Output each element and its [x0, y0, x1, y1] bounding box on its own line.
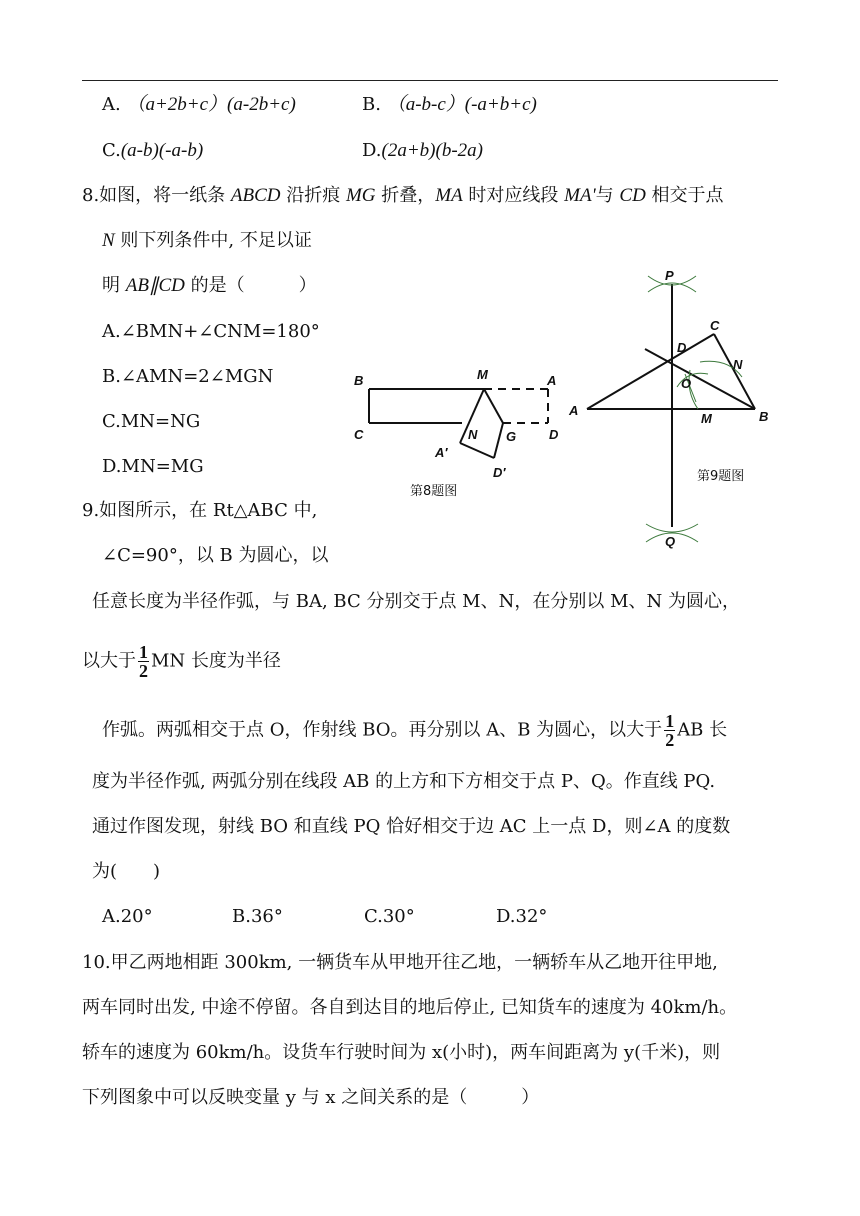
q7-option-b: B. （a-b-c）(-a+b+c): [362, 94, 537, 115]
q9-stem-line1: 9.如图所示，在 Rt△ABC 中,: [82, 500, 318, 521]
fig9-label-b: B: [759, 409, 769, 424]
top-rule: [82, 80, 778, 81]
q8-option-c: C.MN=NG: [102, 411, 201, 432]
fig9-label-q: Q: [665, 534, 676, 549]
q9-stem-line8: 为( ): [92, 861, 161, 882]
q8-option-d: D.MN=MG: [102, 456, 204, 477]
q10-stem-line4: 下列图象中可以反映变量 y 与 x 之间关系的是（ ）: [82, 1087, 540, 1108]
q7-option-a: A. （a+2b+c）(a-2b+c): [102, 94, 296, 115]
fig8-label-m: M: [477, 367, 488, 382]
q9-stem-line2: ∠C=90°，以 B 为圆心，以: [102, 545, 329, 566]
fig9-label-p: P: [665, 268, 674, 283]
q9-stem-line7: 通过作图发现，射线 BO 和直线 PQ 恰好相交于边 AC 上一点 D，则∠A 的度数: [92, 816, 731, 837]
fig8-label-c: C: [354, 427, 364, 442]
q8-stem-line1: 8.如图，将一纸条 ABCD 沿折痕 MG 折叠，MA 时对应线段 MA'与 CD 相交于点: [82, 185, 724, 206]
q9-option-d: D.32°: [496, 906, 548, 927]
q10-stem-line3: 轿车的速度为 60km/h。设货车行驶时间为 x(小时)，两车间距离为 y(千米)，则: [82, 1042, 721, 1063]
fig8-label-g: G: [506, 429, 517, 444]
fig8-label-b: B: [354, 373, 364, 388]
q10-stem-line1: 10.甲乙两地相距 300km, 一辆货车从甲地开往乙地，一辆轿车从乙地开往甲地,: [82, 952, 718, 973]
q9-stem-line6: 度为半径作弧, 两弧分别在线段 AB 的上方和下方相交于点 P、Q。作直线 PQ.: [92, 771, 716, 792]
q8-option-a: A.∠BMN+∠CNM=180°: [102, 321, 320, 342]
q9-stem-line3: 任意长度为半径作弧，与 BA, BC 分别交于点 M、N，在分别以 M、N 为圆心，: [92, 591, 740, 612]
q9-option-c: C.30°: [364, 906, 415, 927]
fig8-label-a: A: [547, 373, 557, 388]
q9-option-b: B.36°: [232, 906, 283, 927]
fig9-label-o: O: [681, 376, 692, 391]
figure-9: [560, 262, 800, 552]
fig8-label-a-prime: A′: [435, 445, 448, 460]
q9-stem-line5: 作弧。两弧相交于点 O，作射线 BO。再分别以 A、B 为圆心，以大于 $\frac{1}{2}$ AB 长: [102, 711, 728, 750]
fig9-label-c: C: [710, 318, 720, 333]
fig8-caption: 第8题图: [410, 484, 458, 499]
q10-stem-line2: 两车同时出发, 中途不停留。各自到达目的地后停止, 已知货车的速度为 40km/h。: [82, 997, 738, 1018]
fig8-label-n: N: [468, 427, 478, 442]
fig8-label-d: D: [549, 427, 559, 442]
q8-option-b: B.∠AMN=2∠MGN: [102, 366, 274, 387]
fraction-half-mn: $\frac{1}{2}$: [139, 642, 148, 681]
fig9-label-m: M: [701, 411, 712, 426]
figure-8: [340, 360, 580, 505]
q9-option-a: A.20°: [102, 906, 153, 927]
fraction-half-ab: $\frac{1}{2}$: [665, 711, 675, 750]
q7-option-c: C.(a-b)(-a-b): [102, 140, 204, 161]
fig8-label-d-prime: D′: [493, 465, 506, 480]
fig9-label-a: A: [569, 403, 579, 418]
fig9-label-n: N: [733, 357, 743, 372]
q8-stem-line2: N 则下列条件中, 不足以证: [102, 230, 312, 251]
q7-option-d: D.(2a+b)(b-2a): [362, 140, 483, 161]
q8-stem-line3: 明 AB∥CD 的是（ ）: [102, 275, 317, 296]
q9-stem-line4: 以大于 $\frac{1}{2}$ MN 长度为半径: [82, 642, 281, 681]
fig9-caption: 第9题图: [697, 469, 745, 484]
fig9-label-d: D: [677, 340, 687, 355]
